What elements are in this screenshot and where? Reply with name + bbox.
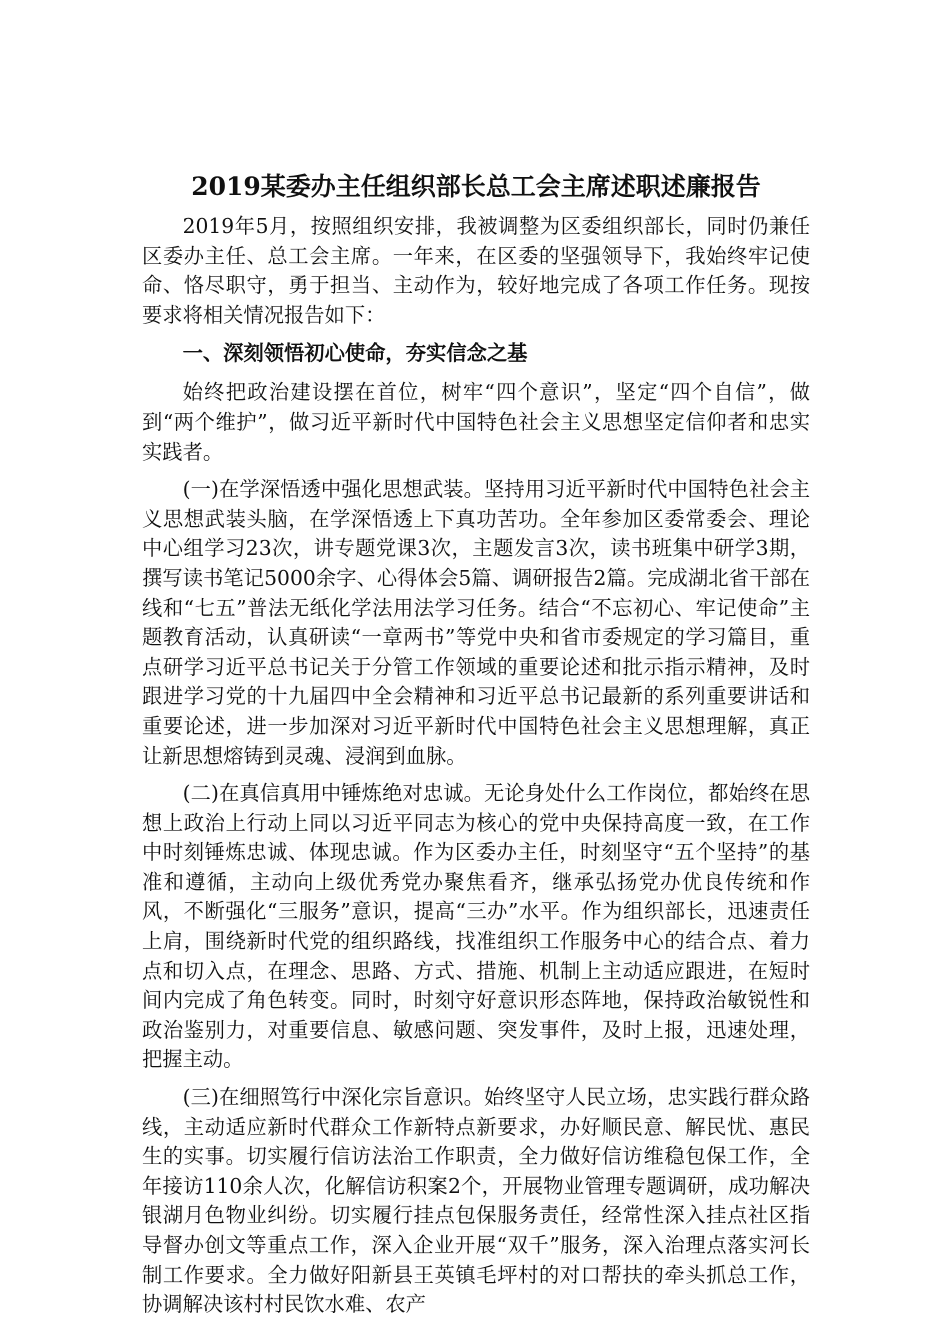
- item-paragraph-1: (一)在学深悟透中强化思想武装。坚持用习近平新时代中国特色社会主义思想武装头脑，在学深悟透上下真功苦功。全年参加区委常委会、理论中心组学习23次，讲专题党课3次，主题发言3次，读书班集中研学3期，撰写读书笔记5000余字、心得体会5篇、调研报告2篇。完成湖北省干部在线和“七五”普法无纸化学法用法学习任务。结合“不忘初心、牢记使命”主题教育活动，认真研读“一章两书”等党中央和省市委规定的学习篇目，重点研学习近平总书记关于分管工作领域的重要论述和批示指示精神，及时跟进学习党的十九届四中全会精神和习近平总书记最新的系列重要讲话和重要论述，进一步加深对习近平新时代中国特色社会主义思想理解，真正让新思想熔铸到灵魂、浸润到血脉。: [142, 477, 810, 768]
- item-paragraph-2: (二)在真信真用中锤炼绝对忠诚。无论身处什么工作岗位，都始终在思想上政治上行动上同以习近平同志为核心的党中央保持高度一致，在工作中时刻锤炼忠诚、体现忠诚。作为区委办主任，时刻坚守“五个坚持”的基准和遵循，主动向上级优秀党办聚焦看齐，继承弘扬党办优良传统和作风，不断强化“三服务”意识，提高“三办”水平。作为组织部长，迅速责任上肩，围绕新时代党的组织路线，找准组织工作服务中心的结合点、着力点和切入点，在理念、思路、方式、措施、机制上主动适应跟进，在短时间内完成了角色转变。同时，时刻守好意识形态阵地，保持政治敏锐性和政治鉴别力，对重要信息、敏感问题、突发事件，及时上报，迅速处理，把握主动。: [142, 781, 810, 1072]
- document-body: [142, 168, 810, 1328]
- document-title: 2019某委办主任组织部长总工会主席述职述廉报告: [191, 172, 761, 201]
- section-heading: 一、深刻领悟初心使命，夯实信念之基: [182, 341, 528, 366]
- intro-paragraph: 2019年5月，按照组织安排，我被调整为区委组织部长，同时仍兼任区委办主任、总工会主席。一年来，在区委的坚强领导下，我始终牢记使命、恪尽职守，勇于担当、主动作为，较好地完成了各项工作任务。现按要求将相关情况报告如下：: [142, 214, 810, 327]
- section-lead-paragraph: 始终把政治建设摆在首位，树牢“四个意识”，坚定“四个自信”，做到“两个维护”，做习近平新时代中国特色社会主义思想坚定信仰者和忠实实践者。: [142, 380, 810, 464]
- item-paragraph-3: (三)在细照笃行中深化宗旨意识。始终坚守人民立场，忠实践行群众路线，主动适应新时代群众工作新特点新要求，办好顺民意、解民忧、惠民生的实事。切实履行信访法治工作职责，全力做好信访维稳包保工作，全年接访110余人次，化解信访积案2个，开展物业管理专题调研，成功解决银湖月色物业纠纷。切实履行挂点包保服务责任，经常性深入挂点社区指导督办创文等重点工作，深入企业开展“双千”服务，深入治理点落实河长制工作要求。全力做好阳新县王英镇毛坪村的对口帮扶的牵头抓总工作，协调解决该村村民饮水难、农产: [142, 1085, 810, 1317]
